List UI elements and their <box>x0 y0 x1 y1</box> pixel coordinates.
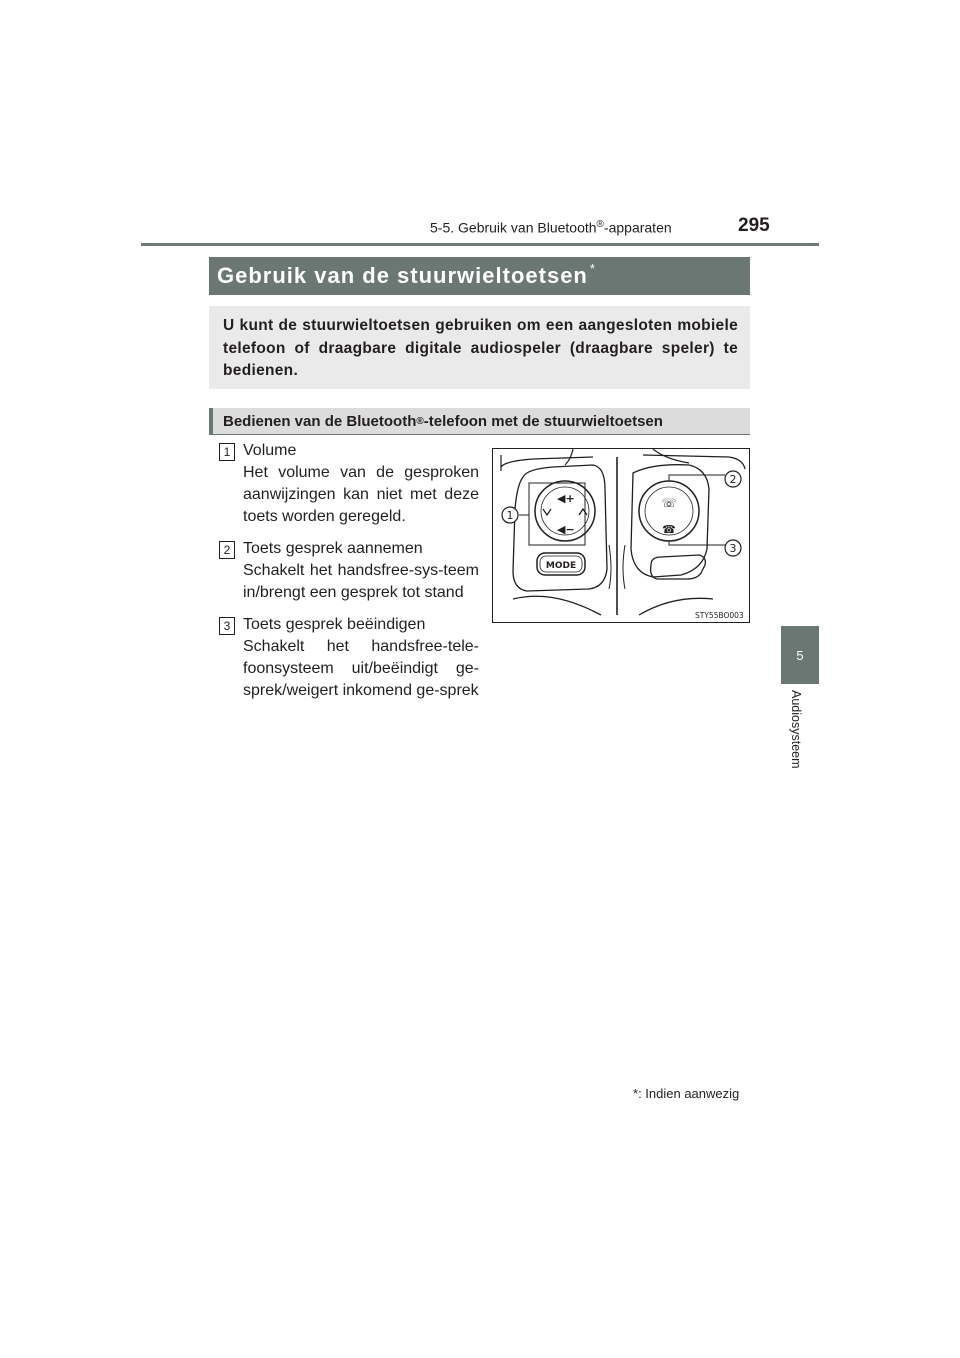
sub-heading-prefix: Bedienen van de Bluetooth <box>223 412 417 430</box>
item-text <box>243 538 479 604</box>
registered-mark: ® <box>596 219 604 230</box>
list-item-end-call <box>219 614 479 702</box>
item-text <box>243 614 479 702</box>
chapter-header <box>430 219 672 236</box>
chapter-label-text: Audiosysteem <box>789 690 803 769</box>
list-item-answer-call <box>219 538 479 604</box>
item-number: 1 <box>219 443 235 461</box>
steering-wheel-illustration <box>492 448 750 623</box>
item-description: Het volume van de gesproken aanwijzingen kan niet met deze toets worden geregeld. <box>243 464 479 525</box>
item-number: 3 <box>219 617 235 635</box>
chapter-header-prefix: 5-5. Gebruik van Bluetooth <box>430 219 597 236</box>
svg-text:☏: ☏ <box>661 496 677 510</box>
svg-text:◀−: ◀− <box>557 523 575 536</box>
chapter-header-suffix: -apparaten <box>603 219 672 236</box>
item-title: Toets gesprek aannemen <box>243 540 423 557</box>
button-list <box>219 440 479 712</box>
svg-text:☎: ☎ <box>662 523 676 536</box>
item-number: 2 <box>219 541 235 559</box>
header-rule <box>141 243 819 246</box>
item-description: Schakelt het handsfree-tele-foonsysteem uit/beëindigt ge-sprek/weigert inkomend ge-sprek <box>243 638 479 699</box>
item-description: Schakelt het handsfree-sys-teem in/brengt een gesprek tot stand <box>243 562 479 601</box>
sub-heading <box>209 408 750 435</box>
section-title-asterisk: * <box>589 260 595 276</box>
callout-2: 2 <box>729 473 737 486</box>
mode-button-label: MODE <box>545 561 577 571</box>
footnote-symbol: * <box>633 1086 639 1101</box>
sub-heading-suffix: -telefoon met de stuurwieltoetsen <box>423 412 663 430</box>
sub-heading-registered: ® <box>416 415 424 427</box>
svg-text:◀+: ◀+ <box>557 492 575 505</box>
intro-box: U kunt de stuurwieltoetsen gebruiken om een aangesloten mobiele telefoon of draagbare digitale audiospeler (draagbare speler) te bedienen. <box>209 306 750 389</box>
list-item-volume <box>219 440 479 528</box>
callout-3: 3 <box>729 542 737 555</box>
chapter-tab: 5 <box>781 626 819 684</box>
chapter-tab-label <box>781 690 811 790</box>
steering-wheel-drawing <box>493 449 749 622</box>
section-title-bar <box>209 257 750 295</box>
figure-code: STY55BO003 <box>695 611 744 620</box>
item-text <box>243 440 479 528</box>
footnote <box>633 1086 739 1101</box>
callout-1: 1 <box>506 509 514 522</box>
item-title: Volume <box>243 442 297 459</box>
section-title: Gebruik van de stuurwieltoetsen <box>217 263 588 288</box>
footnote-text: : Indien aanwezig <box>638 1086 740 1101</box>
page-number: 295 <box>738 215 770 236</box>
item-title: Toets gesprek beëindigen <box>243 616 426 633</box>
